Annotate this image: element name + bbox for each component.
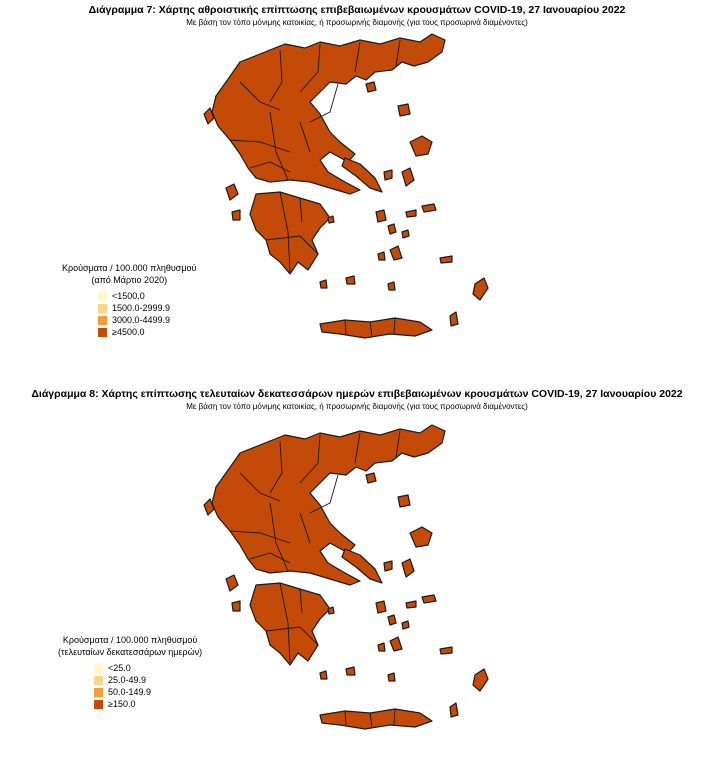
region-kefalonia: [226, 575, 238, 591]
legend-item: [98, 314, 196, 326]
legend-label: 3000.0-4499.9: [112, 315, 171, 325]
greece-regions: [204, 425, 488, 729]
legend-item: [98, 290, 196, 302]
legend-item: [94, 674, 202, 686]
legend-swatch: [98, 328, 107, 337]
region-paros: [378, 643, 385, 651]
legend-swatch: [98, 316, 107, 325]
legend-item: [94, 662, 202, 674]
legend-label: 50.0-149.9: [108, 687, 152, 697]
region-samos: [422, 595, 436, 603]
legend-item: [98, 326, 196, 338]
legend-swatch: [94, 664, 103, 673]
region-kos: [440, 647, 452, 654]
region-rhodes: [473, 669, 488, 691]
legend-label: ≥150.0: [108, 699, 136, 709]
region-limnos: [398, 104, 410, 116]
legend-title: [62, 262, 196, 286]
legend-swatch: [94, 700, 103, 709]
legend-label: ≥4500.0: [112, 327, 145, 337]
region-skyros: [384, 561, 392, 571]
legend-swatch: [94, 676, 103, 685]
region-ikaria: [406, 601, 416, 608]
legend-label: <25.0: [108, 663, 131, 673]
region-crete: [320, 318, 432, 338]
region-peloponnese: [250, 583, 330, 665]
region-mykonos: [402, 230, 409, 238]
region-zakynthos: [232, 601, 240, 611]
region-naxos: [390, 637, 402, 651]
legend-swatch: [98, 304, 107, 313]
map-title: Διάγραμμα 7: Χάρτης αθροιστικής επίπτωσης επιβεβαιωμένων κρουσμάτων COVID-19, 27 Ιανουαρίου 2022: [88, 4, 626, 16]
region-andros: [376, 210, 386, 222]
map-legend: [58, 634, 202, 710]
legend-item: [94, 686, 202, 698]
region-aegina: [328, 607, 334, 614]
legend-title-line2: (τελευταίων δεκατεσσάρων ημερών): [58, 647, 203, 657]
region-thasos: [366, 473, 376, 483]
region-limnos: [398, 495, 410, 507]
legend-title-line1: Κρούσματα / 100.000 πληθυσμού: [62, 263, 197, 273]
region-kos: [440, 256, 452, 263]
region-santorini: [388, 673, 395, 681]
map-title: Διάγραμμα 8: Χάρτης επίπτωσης τελευταίων δεκατεσσάρων ημερών επιβεβαιωμένων κρουσμάτων COVID-19, 27 Ιανουαρίου 2022: [31, 388, 683, 400]
region-skyros: [384, 170, 392, 180]
legend-title-line1: Κρούσματα / 100.000 πληθυσμού: [62, 635, 198, 645]
legend-title: [58, 634, 202, 658]
greece-regions: [204, 34, 488, 338]
region-karpathos: [450, 703, 458, 717]
map-subtitle: Με βάση τον τόπο μόνιμης κατοικίας, ή προσωρινής διαμονής (για τους προσωρινά διαμένοντες): [186, 18, 528, 27]
region-kefalonia: [226, 184, 238, 200]
region-tinos: [388, 615, 396, 625]
region-ikaria: [406, 210, 416, 217]
region-andros: [376, 601, 386, 613]
legend-item: [98, 302, 196, 314]
region-mykonos: [402, 621, 409, 629]
region-chios: [402, 559, 414, 577]
region-naxos: [390, 246, 402, 260]
region-kythira: [320, 671, 327, 679]
region-chios: [402, 168, 414, 186]
legend-item: [94, 698, 202, 710]
region-thasos: [366, 82, 376, 92]
greece-choropleth-map: [170, 408, 510, 758]
legend-label: <1500.0: [112, 291, 145, 301]
region-kythira: [320, 280, 327, 288]
region-paros: [378, 252, 385, 260]
map-subtitle: Με βάση τον τόπο μόνιμης κατοικίας, ή προσωρινής διαμονής (για τους προσωρινά διαμένοντες): [186, 402, 528, 411]
region-peloponnese: [250, 192, 330, 274]
region-lesvos: [410, 136, 432, 156]
region-tinos: [388, 224, 396, 234]
map-legend: [62, 262, 196, 338]
legend-title-line2: (από Μάρτιο 2020): [91, 275, 168, 285]
region-karpathos: [450, 312, 458, 326]
region-milos: [346, 276, 355, 284]
legend-swatch: [98, 292, 107, 301]
region-lesvos: [410, 527, 432, 547]
legend-label: 1500.0-2999.9: [112, 303, 171, 313]
legend-label: 25.0-49.9: [108, 675, 147, 685]
region-milos: [346, 667, 355, 675]
map-panel-14day: [0, 384, 714, 772]
greece-choropleth-map: [170, 22, 510, 362]
map-panel-cumulative: [0, 0, 714, 380]
region-crete: [320, 709, 432, 729]
region-zakynthos: [232, 210, 240, 220]
legend-swatch: [94, 688, 103, 697]
region-rhodes: [473, 278, 488, 300]
region-aegina: [328, 216, 334, 223]
region-santorini: [388, 282, 395, 290]
region-samos: [422, 204, 436, 212]
